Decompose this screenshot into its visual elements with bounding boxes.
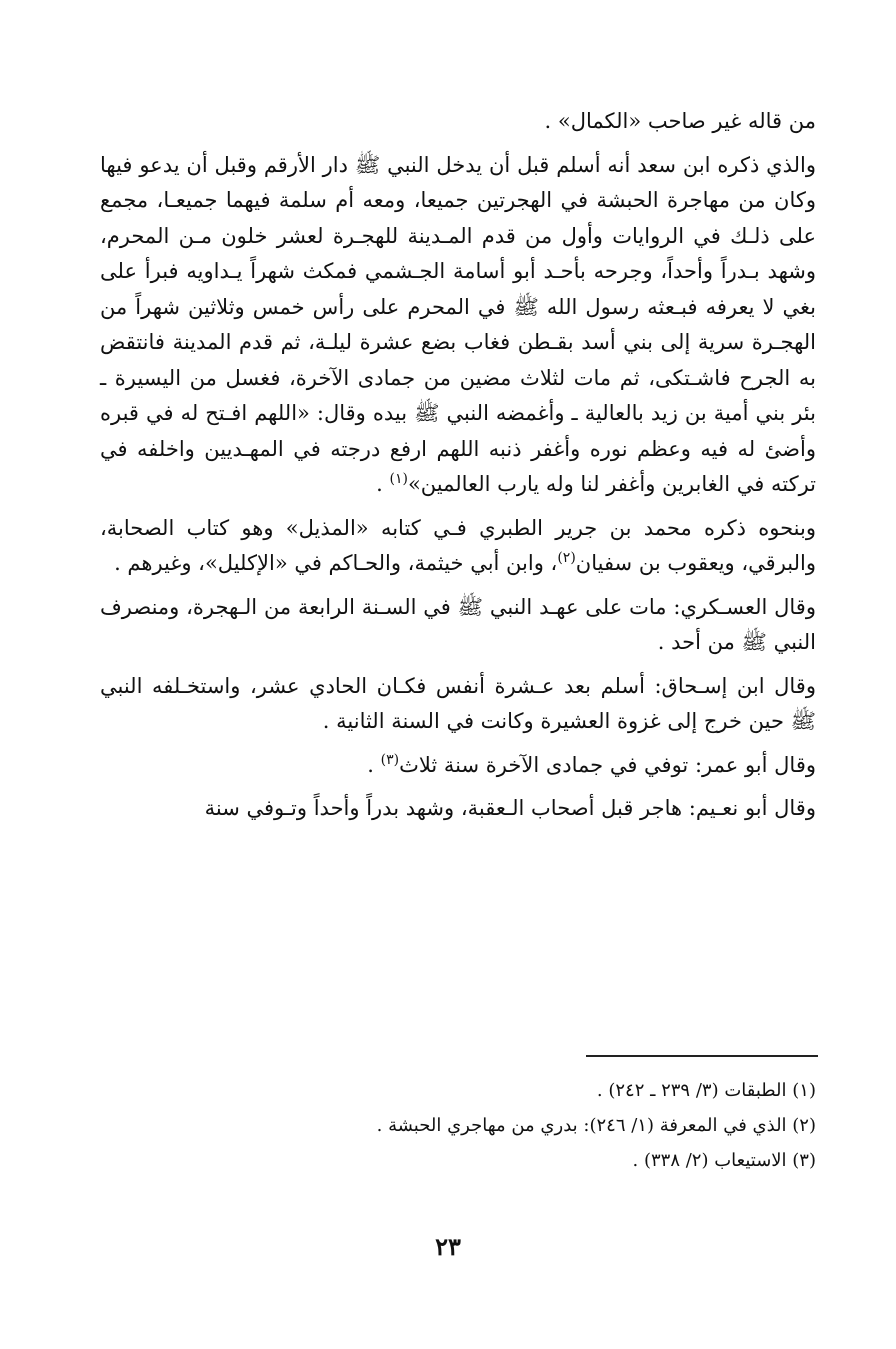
paragraph-text: وبنحوه ذكره محمد بن جرير الطبري فـي كتابه «المذيل» وهو كتاب الصحابة، والبرقي، ويعقوب بن سفيان xyxy=(100,515,816,575)
paragraph xyxy=(100,669,816,740)
paragraph-text: والذي ذكره ابن سعد أنه أسلم قبل أن يدخل النبي ﷺ دار الأرقم وقبل أن يدعو فيها وكان من مهاجرة الحبشة في الهجرتين جميعا، ومعه أم سلمة فيهما جميعـا، مجمع على ذلـك في الروايات وأول من قدم المـدينة للهجـرة لعشر خلون مـن المحرم، وشهد بـدراً وأحداً، وجرحه بأحـد أبو أسامة الجـشمي فمكث شهراً يـداويه فبرأ على بغي لا يعرفه فبـعثه رسول الله ﷺ في المحرم على رأس خمس وثلاثين شهراً من الهجـرة سرية إلى بني أسد بقـطن فغاب بضع عشرة ليلـة، ثم قدم المدينة فانتقض به الجرح فاشـتكى، ثم مات لثلاث مضين من جمادى الآخرة، فغسل من اليسيرة ـ بئر بني أمية بن زيد بالعالية ـ وأغمضه النبي ﷺ بيده وقال: «اللهم افـتح له في قبره وأضئ له فيه وعظم نوره وأغفر ذنبه اللهم ارفع درجته في المهـديين واخلفه في تركته في الغابرين وأغفر لنا وله يارب العالمين» xyxy=(100,152,816,496)
paragraph-tail: . xyxy=(376,472,390,496)
footnote: (٣) الاستيعاب (٢/ ٣٣٨) . xyxy=(632,1150,816,1171)
footnote-separator xyxy=(586,1055,818,1057)
paragraph-text: وقال ابن إسـحاق: أسلم بعد عـشرة أنفس فكـان الحادي عشر، واستخـلفه النبي ﷺ حين خرج إلى غزوة العشيرة وكانت في السنة الثانية . xyxy=(100,673,816,733)
page-number: ٢٣ xyxy=(435,1232,461,1261)
paragraph-tail: ، وابن أبي خيثمة، والحـاكم في «الإكليل»، وغيرهم . xyxy=(114,551,558,575)
footnote-reference: (٣) xyxy=(380,751,400,768)
paragraph-text: وقال أبو نعـيم: هاجر قبل أصحاب الـعقبة، وشهد بدراً وأحداً وتـوفي سنة xyxy=(204,796,816,820)
main-text xyxy=(100,104,816,827)
footnote: (١) الطبقات (٣/ ٢٣٩ ـ ٢٤٢) . xyxy=(596,1080,816,1101)
footnotes xyxy=(100,1073,816,1178)
footnote-reference: (٢) xyxy=(557,550,576,566)
paragraph xyxy=(100,590,816,661)
paragraph-text: وقال أبو عمر: توفي في جمادى الآخرة سنة ثلاث xyxy=(399,752,816,777)
footnote-reference: (١) xyxy=(389,471,408,487)
footnote: (٢) الذي في المعرفة (١/ ٢٤٦): بدري من مهاجري الحبشة . xyxy=(376,1115,816,1136)
paragraph xyxy=(100,791,816,827)
paragraph xyxy=(100,148,816,503)
paragraph-tail: . xyxy=(367,752,381,777)
paragraph xyxy=(100,748,816,784)
paragraph-text: من قاله غير صاحب «الكمال» . xyxy=(544,109,816,133)
paragraph-text: وقال العسـكري: مات على عهـد النبي ﷺ في السـنة الرابعة من الـهجرة، ومنصرف النبي ﷺ من أحد . xyxy=(100,594,816,654)
paragraph xyxy=(100,511,816,582)
paragraph xyxy=(100,104,816,140)
